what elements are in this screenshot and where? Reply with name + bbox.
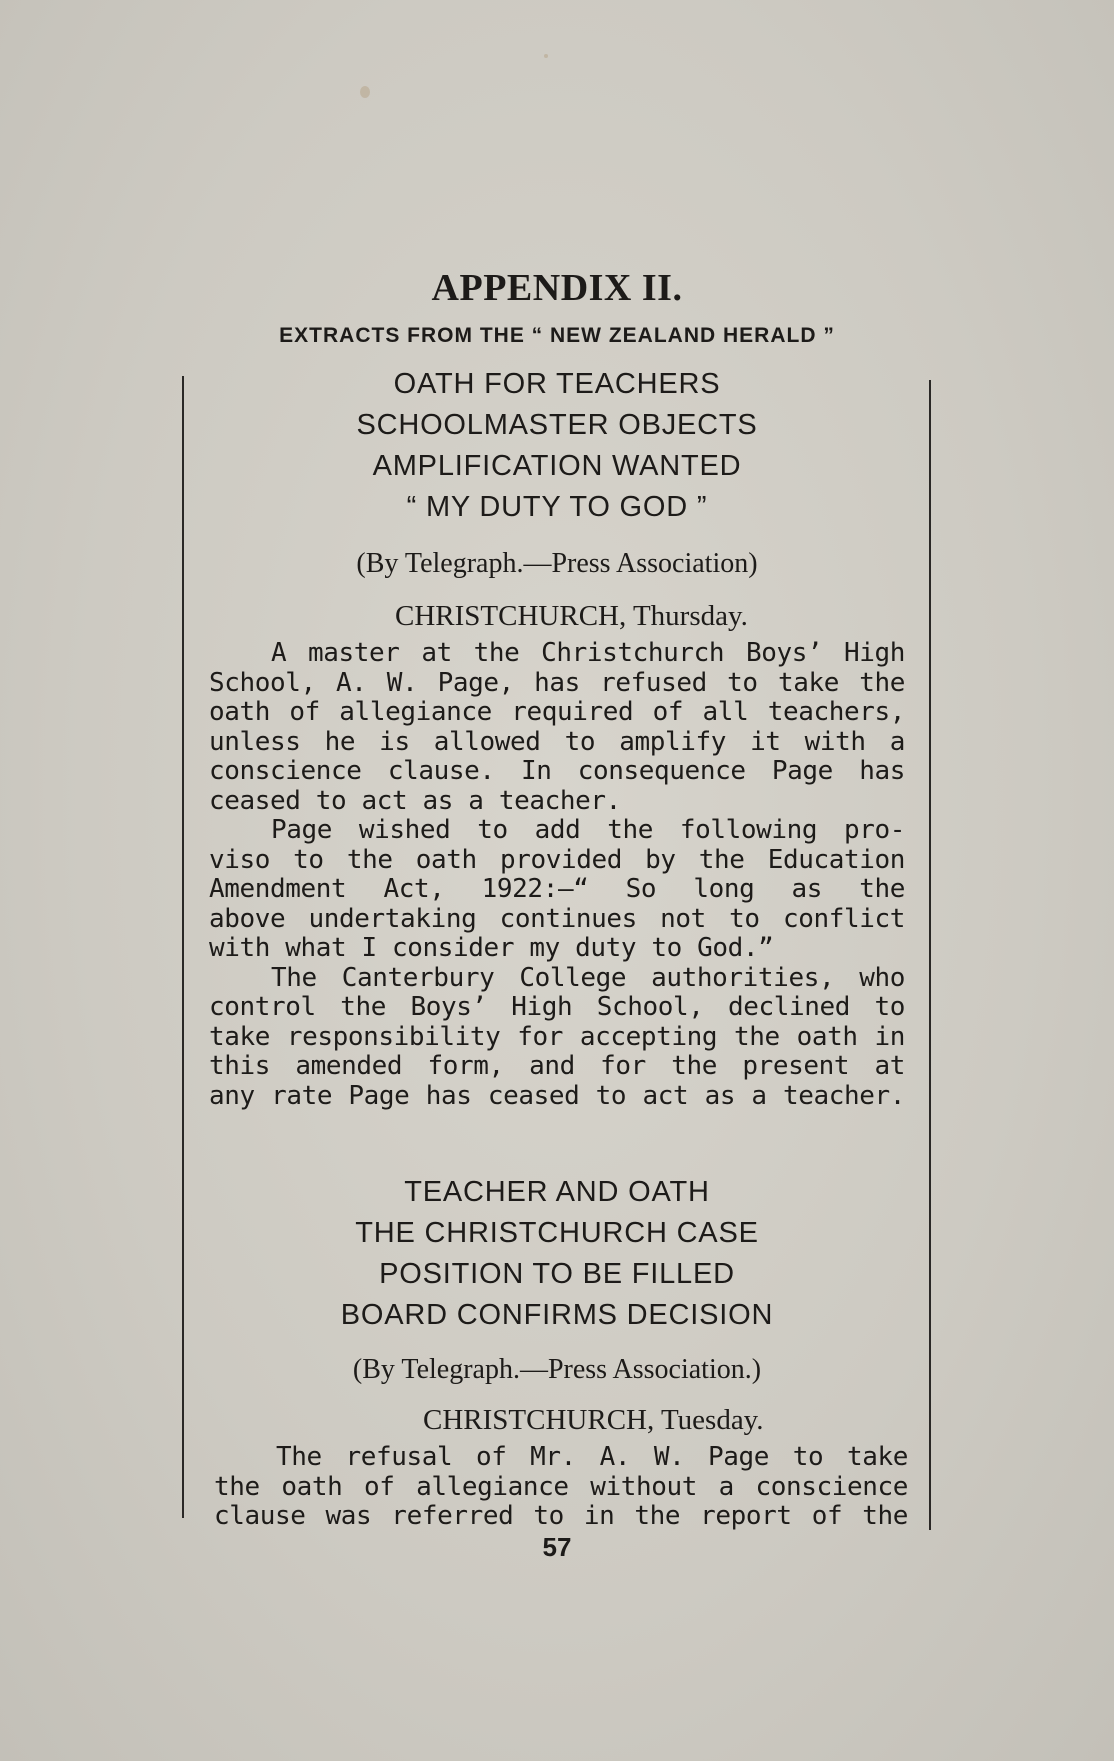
headline: SCHOOLMASTER OBJECTS	[356, 409, 758, 441]
page-number: 57	[542, 1532, 572, 1562]
text-line: unless he is allowed to amplify it with a	[209, 726, 905, 757]
column-rule-left	[182, 376, 184, 1518]
text-line: this amended form, and for the present at	[209, 1051, 905, 1081]
paper-stain	[544, 54, 548, 58]
byline: (By Telegraph.—Press Association)	[356, 548, 758, 579]
text-line: take responsibility for accepting the oath in	[209, 1021, 905, 1052]
text-line: Page wished to add the following pro-	[271, 815, 905, 845]
column-rule-right	[929, 380, 931, 1530]
extracts-subtitle: EXTRACTS FROM THE “ NEW ZEALAND HERALD ”	[279, 324, 835, 347]
byline: (By Telegraph.—Press Association.)	[352, 1354, 762, 1385]
text-line: with what I consider my duty to God.”	[209, 933, 774, 963]
headline: BOARD CONFIRMS DECISION	[340, 1299, 774, 1331]
text-line: clause was referred to in the report of the	[214, 1501, 908, 1531]
article-teacher-and-oath	[208, 1172, 906, 1336]
text-line: viso to the oath provided by the Education	[209, 844, 905, 875]
text-line: conscience clause. In consequence Page has	[209, 756, 905, 786]
text-line: above undertaking continues not to conflict	[209, 903, 905, 934]
dateline: CHRISTCHURCH, Tuesday.	[423, 1404, 764, 1436]
text-line: any rate Page has ceased to act as a teacher.	[209, 1080, 905, 1111]
text-line: ceased to act as a teacher.	[209, 785, 621, 816]
text-line: oath of allegiance required of all teachers,	[209, 697, 905, 727]
paper-stain	[360, 86, 370, 98]
text-line: The Canterbury College authorities, who	[271, 962, 905, 993]
paragraph	[214, 1443, 908, 1532]
headline: POSITION TO BE FILLED	[379, 1258, 735, 1290]
headline: TEACHER AND OATH	[404, 1176, 710, 1208]
headline: OATH FOR TEACHERS	[393, 368, 721, 400]
article-oath-for-teachers	[208, 364, 906, 528]
headline: “ MY DUTY TO GOD ”	[406, 491, 708, 523]
text-line: The refusal of Mr. A. W. Page to take	[276, 1442, 908, 1472]
text-line: Amendment Act, 1922:—“ So long as the	[209, 874, 905, 904]
text-line: School, A. W. Page, has refused to take the	[209, 667, 905, 698]
headline: THE CHRISTCHURCH CASE	[355, 1217, 759, 1249]
appendix-title: APPENDIX II.	[431, 267, 683, 309]
paragraph	[209, 639, 905, 816]
text-line: control the Boys’ High School, declined to	[209, 992, 905, 1022]
text-line: the oath of allegiance without a conscience	[214, 1471, 908, 1502]
article-body	[214, 1443, 908, 1532]
paragraph	[209, 964, 905, 1112]
paragraph	[209, 816, 905, 964]
dateline: CHRISTCHURCH, Thursday.	[395, 600, 748, 632]
headline: AMPLIFICATION WANTED	[372, 450, 742, 482]
article-body	[209, 639, 905, 1111]
text-line: A master at the Christchurch Boys’ High	[271, 638, 905, 668]
